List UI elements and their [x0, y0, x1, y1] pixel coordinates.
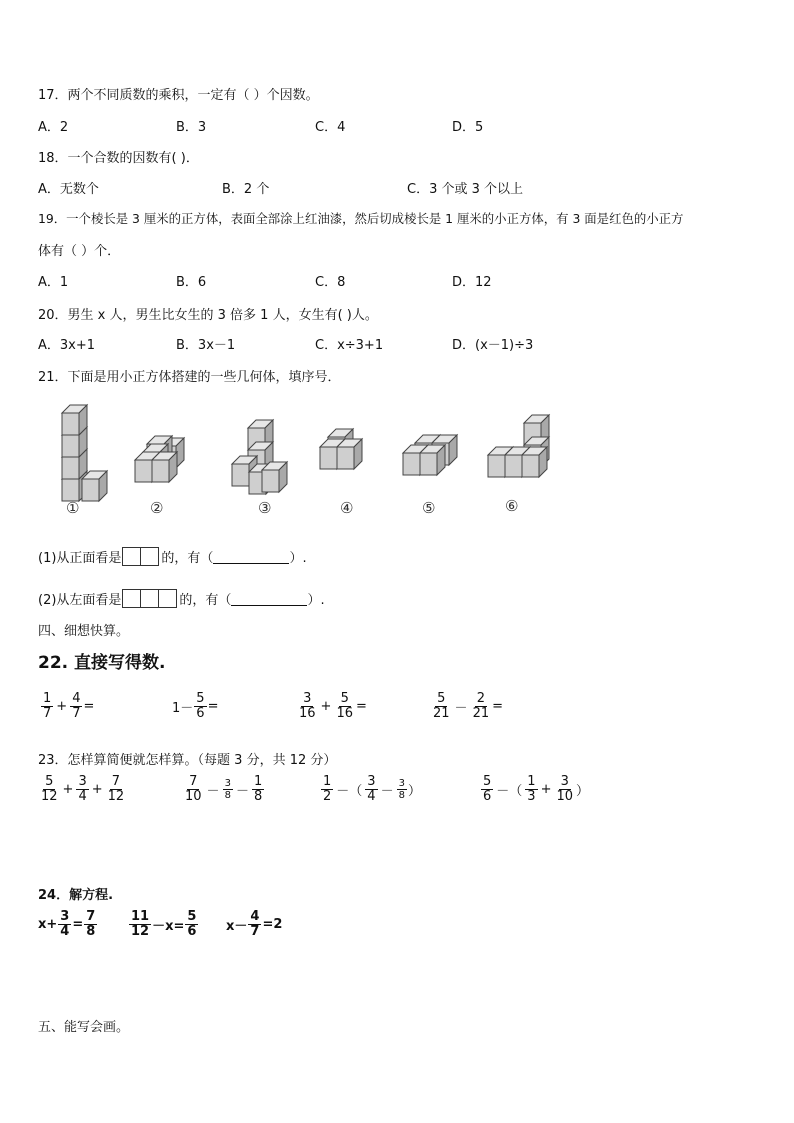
q21-stem: 21．下面是用小正方体搭建的一些几何体，填序号． — [38, 370, 341, 385]
left-view-boxes — [123, 589, 177, 608]
q24-title: 24．解方程. — [38, 888, 114, 903]
q17-option-a[interactable]: A．2 — [38, 120, 69, 135]
figure-label-6: ⑥ — [505, 497, 519, 515]
q21-sub1 — [38, 547, 307, 566]
q21-sub2 — [38, 589, 325, 608]
q22-expr-3: $\frac{3}{16}$ + $\frac{5}{16}$ = — [299, 691, 367, 721]
figure-5 — [403, 435, 457, 475]
q19-option-b[interactable]: B．6 — [176, 275, 207, 290]
figure-label-4: ④ — [340, 499, 354, 517]
q20-option-b[interactable]: B．3x－1 — [176, 338, 236, 353]
q21-sub1-suffix: 的，有（ — [161, 551, 214, 566]
section-5-title: 五、能写会画。 — [38, 1020, 130, 1035]
q21-sub1-end: ）. — [289, 551, 307, 566]
q23-title: 23．怎样算简便就怎样算。（每题 3 分，共 12 分） — [38, 753, 337, 768]
q21-sub2-end: ）. — [307, 593, 325, 608]
q18-option-b[interactable]: B．2 个 — [222, 182, 270, 197]
q17-option-b[interactable]: B．3 — [176, 120, 207, 135]
front-view-boxes — [123, 547, 159, 566]
q17-option-c[interactable]: C．4 — [315, 120, 346, 135]
figure-6 — [488, 415, 549, 477]
figure-label-3: ③ — [258, 499, 272, 517]
q22-title: 22. 直接写得数. — [38, 653, 166, 673]
q22-expr-4: $\frac{5}{21}$ － $\frac{2}{21}$ = — [433, 691, 504, 721]
q19-option-c[interactable]: C．8 — [315, 275, 346, 290]
q18-option-a[interactable]: A．无数个 — [38, 182, 99, 197]
q20-option-d[interactable]: D．(x－1)÷3 — [452, 338, 534, 353]
q21-sub1-prefix: (1)从正面看是 — [38, 551, 122, 566]
figure-1 — [62, 405, 107, 501]
figure-label-2: ② — [150, 499, 164, 517]
q24-eq-2: $\frac{11}{12}$ －x= $\frac{5}{6}$ — [131, 909, 197, 939]
q21-sub2-prefix: (2)从左面看是 — [38, 593, 122, 608]
q24-eq-1: x+ $\frac{3}{4}$ = $\frac{7}{8}$ — [38, 909, 96, 939]
q23-expr-1: $\frac{5}{12}$ + $\frac{3}{4}$ + $\frac{7}{12}$ — [41, 774, 125, 804]
q23-expr-4: $\frac{5}{6}$ －（ $\frac{1}{3}$ + $\frac{3}{10}$ ） — [483, 774, 590, 804]
q18-option-c[interactable]: C．3 个或 3 个以上 — [407, 182, 524, 197]
q19-stem-line1: 19．一个棱长是 3 厘米的正方体，表面全部涂上红油漆，然后切成棱长是 1 厘米的小正方体，有 3 面是红色的小正方 — [38, 211, 684, 226]
q22-expr-2: 1－ $\frac{5}{6}$ = — [172, 691, 219, 721]
q19-option-d[interactable]: D．12 — [452, 275, 492, 290]
figure-4 — [320, 429, 362, 489]
q24-eq-3: x－ $\frac{4}{7}$ =2 — [226, 909, 283, 939]
q22-expr-1: $\frac{1}{7}$ + $\frac{4}{7}$ = — [43, 691, 95, 721]
q20-stem: 20．男生 x 人，男生比女生的 3 倍多 1 人，女生有( )人。 — [38, 308, 378, 323]
q23-expr-3: $\frac{1}{2}$ －（ $\frac{3}{4}$ － $\frac{3}{8}$ ） — [323, 774, 421, 804]
q17-stem: 17．两个不同质数的乘积，一定有（ ）个因数。 — [38, 88, 319, 103]
cube-figures — [30, 395, 570, 525]
q19-stem-line2: 体有（ ）个． — [38, 244, 121, 259]
q20-option-c[interactable]: C．x÷3+1 — [315, 338, 384, 353]
q23-expr-2: $\frac{7}{10}$ － $\frac{3}{8}$ － $\frac{1}{8}$ — [185, 774, 263, 804]
q17-option-d[interactable]: D．5 — [452, 120, 484, 135]
q20-option-a[interactable]: A．3x+1 — [38, 338, 96, 353]
figure-label-5: ⑤ — [422, 499, 436, 517]
q21-sub1-answer-blank[interactable] — [213, 551, 289, 564]
q18-stem: 18．一个合数的因数有( )． — [38, 151, 199, 166]
q21-sub2-suffix: 的，有（ — [179, 593, 232, 608]
q19-option-a[interactable]: A．1 — [38, 275, 69, 290]
figure-3 — [232, 420, 287, 494]
q21-sub2-answer-blank[interactable] — [231, 593, 307, 606]
figure-2 — [135, 436, 184, 482]
section-4-title: 四、细想快算。 — [38, 624, 130, 639]
figure-label-1: ① — [66, 499, 80, 517]
